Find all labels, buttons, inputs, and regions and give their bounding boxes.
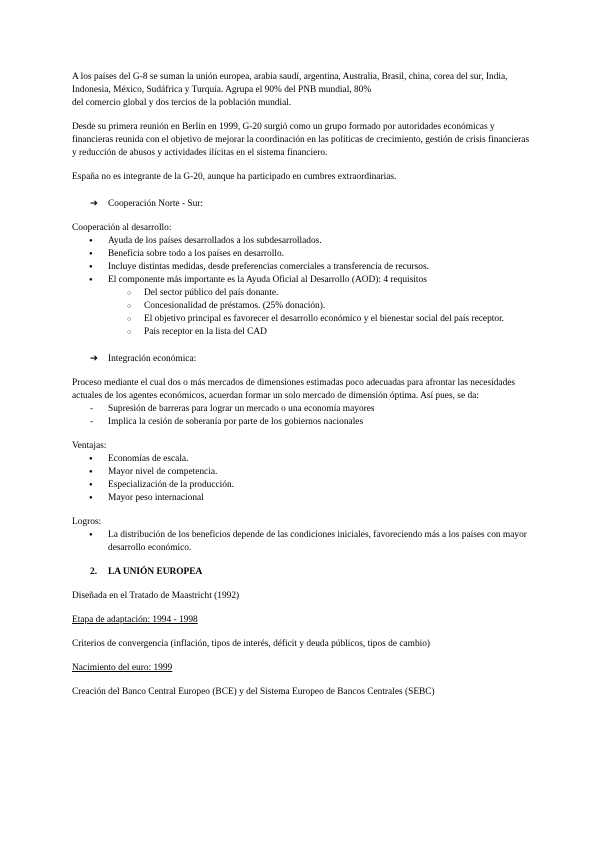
intro-paragraph-1b: del comercio global y dos tercios de la población mundial. <box>72 98 292 108</box>
list-item: ○ Concesionalidad de préstamos. (25% donación). <box>72 300 532 313</box>
cooperation-arrow-heading <box>72 198 532 211</box>
list-item: ○ País receptor en la lista del CAD <box>72 326 532 339</box>
logros-list <box>72 529 532 555</box>
maastricht-line: Diseñada en el Tratado de Maastricht (1992) <box>72 591 240 601</box>
list-item: ● Ayuda de los países desarrollados a los subdesarrollados. <box>72 235 532 248</box>
criterios-line: Criterios de convergencia (inflación, tipos de interés, déficit y deuda públicos, tipos de cambio) <box>72 639 431 649</box>
creacion-line: Creación del Banco Central Europeo (BCE) y del Sistema Europeo de Bancos Centrales (SEBC) <box>72 687 435 697</box>
section-heading <box>72 566 532 579</box>
section-number: 2. <box>90 567 98 577</box>
arrow-icon: ➔ <box>90 199 98 209</box>
cooperation-arrow-title: Cooperación Norte - Sur: <box>108 199 204 209</box>
intro-paragraph-2: Desde su primera reunión en Berlín en 1999, G-20 surgió como un grupo formado por autoridades económicas y financieras reunida con el objetivo de mejorar la coordinación en las políticas de crecimiento, gestión de crisis financieras y reducción de abusos y actividades ilícitas en el sistema financiero. <box>72 122 530 158</box>
document-page <box>72 71 532 699</box>
integration-arrow-heading <box>72 353 532 366</box>
list-item: ● Mayor nivel de competencia. <box>72 466 532 479</box>
cooperation-bullet-list <box>72 235 532 287</box>
integration-arrow-title: Integración económica: <box>108 354 197 364</box>
list-item: ○ El objetivo principal es favorecer el desarrollo económico y el bienestar social del país receptor. <box>72 313 532 326</box>
etapa-heading: Etapa de adaptación: 1994 - 1998 <box>72 615 198 625</box>
ventajas-title: Ventajas: <box>72 441 107 451</box>
list-item: - Implica la cesión de soberanía por parte de los gobiernos nacionales <box>72 416 532 429</box>
list-item: ● La distribución de los beneficios depende de las condiciones iniciales, favoreciendo más a los países con mayor desarrollo económico. <box>72 529 532 555</box>
section-title: LA UNIÓN EUROPEA <box>108 567 203 577</box>
list-item: ● Economías de escala. <box>72 453 532 466</box>
arrow-icon: ➔ <box>90 354 98 364</box>
list-item: ● El componente más importante es la Ayuda Oficial al Desarrollo (AOD): 4 requisitos <box>72 274 532 287</box>
logros-title: Logros: <box>72 517 102 527</box>
integration-dash-list <box>72 403 532 429</box>
list-item: ● Incluye distintas medidas, desde preferencias comerciales a transferencia de recursos. <box>72 261 532 274</box>
list-item: ● Especialización de la producción. <box>72 479 532 492</box>
cooperation-title: Cooperación al desarrollo: <box>72 223 172 233</box>
ventajas-list <box>72 453 532 505</box>
nacimiento-heading: Nacimiento del euro: 1999 <box>72 663 173 673</box>
integration-paragraph: Proceso mediante el cual dos o más mercados de dimensiones estimadas poco adecuadas para afrontar las necesidades actuales de los agentes económicos, acuerdan formar un solo mercado de dimensión óptima. Así pues, se da: <box>72 378 516 401</box>
list-item: - Supresión de barreras para lograr un mercado o una economía mayores <box>72 403 532 416</box>
intro-paragraph-1a: A los países del G-8 se suman la unión europea, arabia saudí, argentina, Australia, Brasil, china, corea del sur, India, Indonesia, México, Sudáfrica y Turquía. Agrupa el 90% del PNB mundial, 80% <box>72 72 508 95</box>
list-item: ● Beneficia sobre todo a los países en desarrollo. <box>72 248 532 261</box>
aod-requirements-list <box>72 287 532 339</box>
list-item: ● Mayor peso internacional <box>72 492 532 505</box>
intro-paragraph-3: España no es integrante de la G-20, aunque ha participado en cumbres extraordinarias. <box>72 172 397 182</box>
list-item: ○ Del sector público del país donante. <box>72 287 532 300</box>
